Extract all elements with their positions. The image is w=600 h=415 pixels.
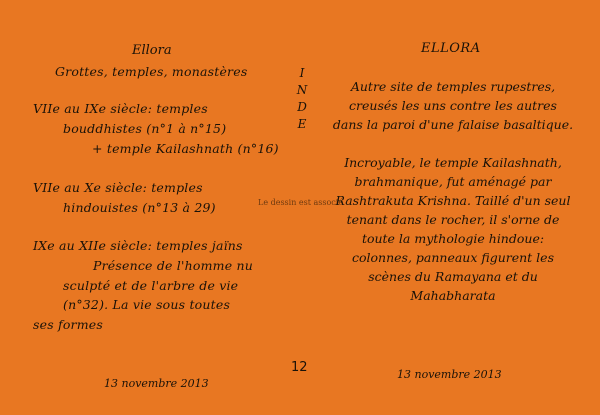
left-text-line: Présence de l'homme nu [93,258,253,273]
left-text-line: + temple Kailashnath (n°16) [92,141,279,156]
right-text-line: toute la mythologie hindoue: [361,231,545,246]
right-text-line: Mahabharata [410,288,496,303]
right-text-line: brahmanique, fut aménagé par [354,174,552,189]
right-text-line: creusés les uns contre les autres [349,98,557,113]
left-text-line: (n°32). La vie sous toutes [63,297,231,312]
right-page-title: ELLORA [421,41,481,56]
left-text-line: VIIe au IXe siècle: temples [33,101,208,116]
left-text-line: VIIe au Xe siècle: temples [33,180,203,195]
spine-note: Le dessin est associé [258,198,344,207]
left-text-line: ses formes [33,317,103,332]
left-page-subtitle: Grottes, temples, monastères [55,64,248,79]
right-text-line: dans la paroi d'une falaise basaltique. [332,117,574,132]
left-text-line: IXe au XIIe siècle: temples jaïns [33,238,243,253]
left-page-title: Ellora [132,43,172,58]
right-text-line: scènes du Ramayana et du [368,269,538,284]
right-page-date: 13 novembre 2013 [397,368,502,381]
spine-letter: N [296,83,308,97]
right-text-line: Incroyable, le temple Kailashnath, [344,155,562,170]
spine-letter: D [297,100,307,114]
right-text-line: Autre site de temples rupestres, [350,79,556,94]
left-text-line: hindouistes (n°13 à 29) [63,200,216,215]
right-text-line: tenant dans le rocher, il s'orne de [346,212,560,227]
spine-letter: E [297,117,307,131]
spine-letter: I [299,66,305,80]
left-text-line: bouddhistes (n°1 à n°15) [63,121,227,136]
right-text-line: Rashtrakuta Krishna. Taillé d'un seul [335,193,571,208]
left-text-line: sculpté et de l'arbre de vie [63,278,239,293]
right-text-line: colonnes, panneaux figurent les [351,250,554,265]
page-number: 12 [291,360,308,375]
left-page-date: 13 novembre 2013 [104,377,209,390]
